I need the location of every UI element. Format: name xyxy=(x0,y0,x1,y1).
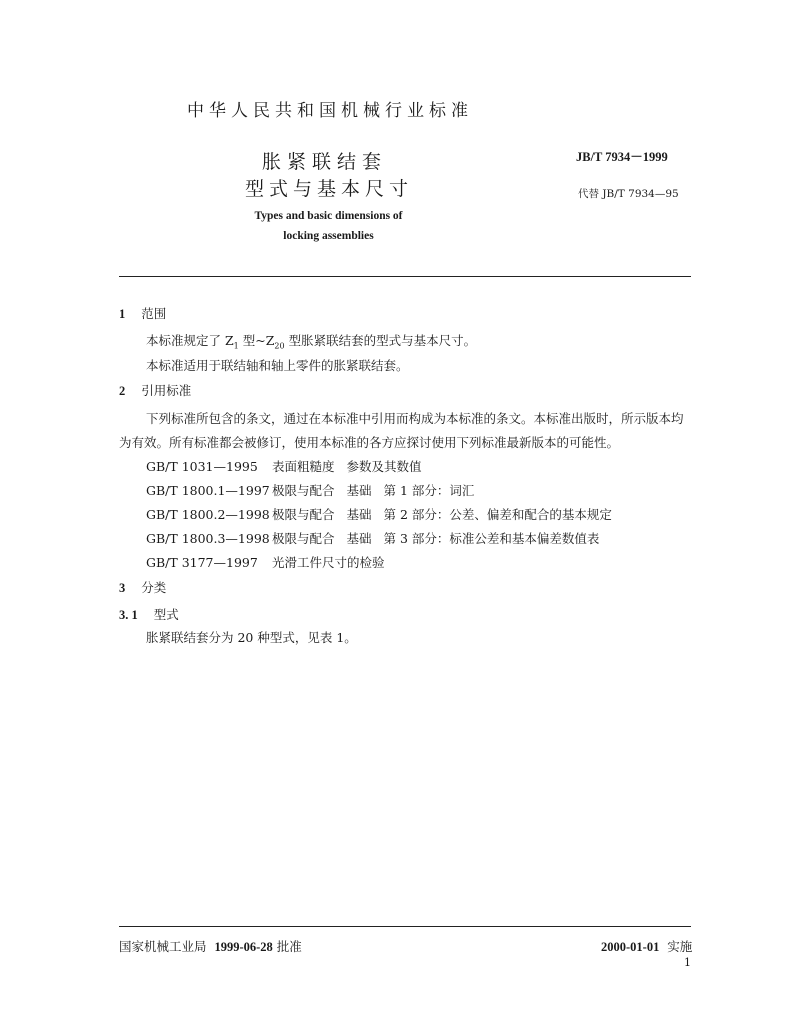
ref-item: GB/T 3177—1997 光滑工件尺寸的检验 xyxy=(146,555,385,570)
ref-item: GB/T 1031—1995 表面粗糙度 参数及其数值 xyxy=(146,459,422,474)
implementation-date: 2000-01-01 xyxy=(601,940,660,954)
section-3-heading xyxy=(119,578,166,596)
header-divider xyxy=(119,276,691,277)
page-number: 1 xyxy=(684,956,691,969)
title-en: Types and basic dimensions of locking assemblies xyxy=(254,210,403,242)
ref-item: GB/T 1800.3—1998 极限与配合 基础 第 3 部分：标准公差和基本偏差数值表 xyxy=(146,531,600,546)
ref-code: GB/T 1800.3—1998 xyxy=(146,531,270,546)
ref-code: GB/T 1800.2—1998 xyxy=(146,507,270,522)
ref-code: GB/T 1031—1995 xyxy=(146,459,258,474)
replaces-note: 代替 JB/T 7934—95 xyxy=(578,188,679,200)
section-3-1-title: 型式 xyxy=(153,607,179,622)
title-cn-line1: 胀紧联结套 xyxy=(262,151,388,173)
section-2-heading xyxy=(119,381,191,399)
section-1-number: 1 xyxy=(119,307,126,321)
approval-org: 国家机械工业局 xyxy=(119,939,207,954)
section-1-heading xyxy=(119,304,166,322)
section-1-paragraph-1: 本标准规定了 $Z_1$ 型$\sim Z_{20}$ 型胀紧联结套的型式与基本尺寸。 xyxy=(146,333,477,351)
approval-line xyxy=(119,937,302,955)
issuing-body-heading: 中华人民共和国机械行业标准 xyxy=(187,101,473,121)
approval-label: 批准 xyxy=(276,939,302,954)
section-3-1-paragraph: 胀紧联结套分为 20 种型式，见表 1。 xyxy=(146,630,357,645)
ref-item: GB/T 1800.1—1997 极限与配合 基础 第 1 部分：词汇 xyxy=(146,483,475,498)
section-2-intro-line-1: 下列标准所包含的条文，通过在本标准中引用而构成为本标准的条文。本标准出版时，所示版本均 xyxy=(146,411,684,426)
section-2-title: 引用标准 xyxy=(141,383,192,398)
section-3-number: 3 xyxy=(119,581,126,595)
implementation-line xyxy=(601,937,692,955)
implementation-label: 实施 xyxy=(667,939,693,954)
ref-code: GB/T 3177—1997 xyxy=(146,555,258,570)
ref-code: GB/T 1800.1—1997 xyxy=(146,483,270,498)
standard-number: JB/T 7934－1999 xyxy=(576,150,668,164)
ref-item: GB/T 1800.2—1998 极限与配合 基础 第 2 部分：公差、偏差和配合的基本规定 xyxy=(146,507,612,522)
footer-divider xyxy=(119,926,691,927)
section-1-title: 范围 xyxy=(141,306,167,321)
title-cn-line2: 型式与基本尺寸 xyxy=(245,178,414,200)
section-2-number: 2 xyxy=(119,384,126,398)
section-1-paragraph-2: 本标准适用于联结轴和轴上零件的胀紧联结套。 xyxy=(146,358,409,373)
section-3-1-number: 3. 1 xyxy=(119,608,138,622)
section-3-1-heading xyxy=(119,605,179,623)
section-2-intro-line-2: 为有效。所有标准都会被修订，使用本标准的各方应探讨使用下列标准最新版本的可能性。 xyxy=(119,435,620,450)
section-3-title: 分类 xyxy=(141,580,167,595)
approval-date: 1999-06-28 xyxy=(214,940,273,954)
